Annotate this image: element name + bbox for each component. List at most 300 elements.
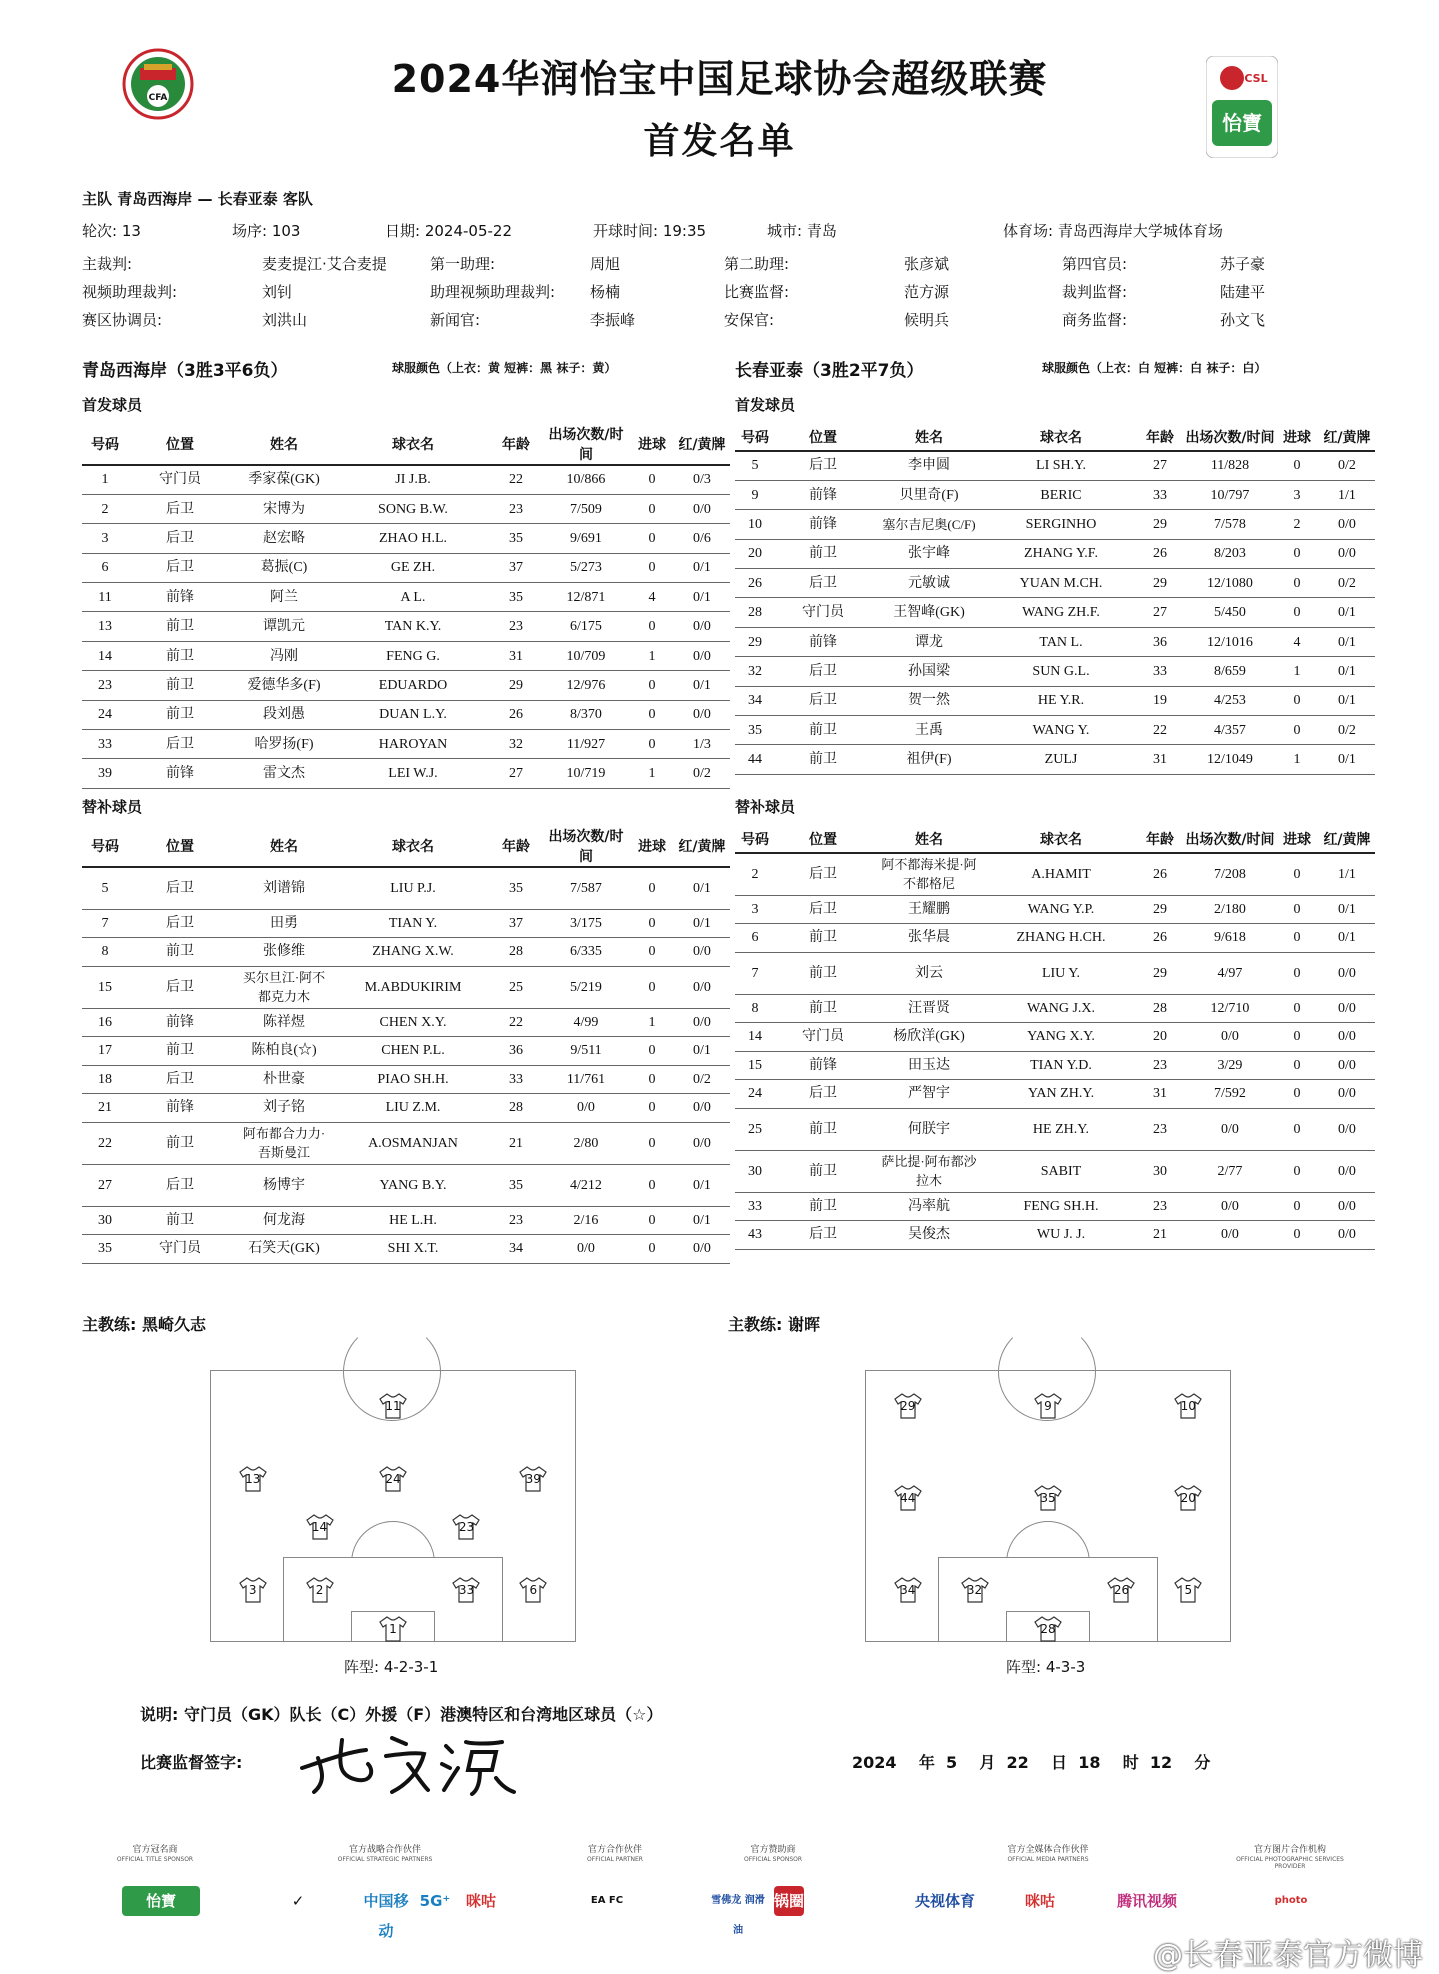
table-cell: 0/1 [674, 1037, 730, 1066]
table-cell: 22 [490, 465, 542, 494]
table-cell: 4 [1275, 627, 1319, 656]
away-team-title: 长春亚泰（3胜2平7负） [735, 361, 924, 381]
table-cell: 0/6 [674, 524, 730, 553]
away-coach: 主教练: 谢晖 [728, 1315, 820, 1334]
table-cell: 8 [735, 994, 775, 1023]
table-cell: 前锋 [128, 583, 232, 612]
table-cell: FENG G. [336, 641, 490, 670]
player-jersey-icon: 26 [1106, 1576, 1136, 1604]
table-cell: 谭凯元 [232, 612, 336, 641]
table-cell: 8/659 [1185, 657, 1275, 686]
table-cell: 0/1 [1319, 924, 1375, 953]
official-name: 张彦斌 [904, 255, 950, 273]
table-cell: 3/29 [1185, 1051, 1275, 1080]
table-cell: 9/618 [1185, 924, 1275, 953]
table-row [735, 657, 1375, 686]
table-cell: 5/450 [1185, 598, 1275, 627]
sponsor-logo: EA FC [590, 1895, 624, 1906]
table-cell: 冯刚 [232, 641, 336, 670]
table-cell: 14 [82, 641, 128, 670]
table-cell: 23 [1135, 1051, 1185, 1080]
table-row [735, 480, 1375, 509]
table-cell: 前卫 [775, 952, 871, 994]
table-cell: 0 [1275, 539, 1319, 568]
table-cell: 12/871 [542, 583, 630, 612]
table-row [82, 909, 730, 938]
player-jersey-icon: 9 [1033, 1392, 1063, 1420]
table-row [735, 686, 1375, 715]
official-name: 杨楠 [590, 283, 621, 301]
table-cell: 7 [82, 909, 128, 938]
table-cell: 0 [630, 1122, 674, 1164]
table-cell: LEI W.J. [336, 759, 490, 788]
table-cell: 28 [490, 938, 542, 967]
table-cell: 6 [735, 924, 775, 953]
table-cell: A.HAMIT [987, 853, 1135, 895]
table-cell: 买尔旦江·阿不都克力木 [232, 966, 336, 1008]
table-cell: 张修维 [232, 938, 336, 967]
table-cell: 10/866 [542, 465, 630, 494]
sponsor-logo: 5G⁺ [419, 1892, 451, 1910]
table-cell: 前卫 [128, 700, 232, 729]
table-cell: 0 [1275, 716, 1319, 745]
table-row [735, 716, 1375, 745]
table-cell: 0/0 [674, 1008, 730, 1037]
official-role: 第一助理: [430, 255, 496, 273]
table-cell: 0 [1275, 598, 1319, 627]
home-coach: 主教练: 黑崎久志 [82, 1315, 206, 1334]
signature-label: 比赛监督签字: [140, 1753, 243, 1772]
player-jersey-icon: 24 [378, 1465, 408, 1493]
sponsor-category: 官方冠名商 [132, 1845, 178, 1855]
table-cell: 前锋 [775, 510, 871, 539]
table-cell: 后卫 [128, 966, 232, 1008]
table-cell: 24 [735, 1080, 775, 1109]
table-cell: 11 [82, 583, 128, 612]
table-row [82, 641, 730, 670]
kickoff-time: 开球时间: 19:35 [593, 222, 707, 240]
table-cell: 刘云 [871, 952, 987, 994]
table-cell: FENG SH.H. [987, 1192, 1135, 1221]
table-cell: 0/0 [542, 1235, 630, 1264]
table-cell: 前卫 [128, 938, 232, 967]
table-cell: 0 [630, 1094, 674, 1123]
sponsor-logo: 雪佛龙 润滑油 [711, 1895, 765, 1936]
table-cell: WANG Y.P. [987, 895, 1135, 924]
table-cell: 0 [630, 524, 674, 553]
table-cell: 0/0 [1319, 952, 1375, 994]
table-cell: 0/1 [674, 1206, 730, 1235]
table-cell: 季家葆(GK) [232, 465, 336, 494]
table-cell: 25 [490, 966, 542, 1008]
column-header: 红/黄牌 [674, 424, 730, 465]
table-cell: 0/0 [1319, 539, 1375, 568]
column-header: 姓名 [871, 424, 987, 451]
table-cell: 27 [82, 1164, 128, 1206]
table-cell: 陈祥煜 [232, 1008, 336, 1037]
sponsor-category-en: OFFICIAL SPONSOR [743, 1856, 803, 1863]
official-name: 麦麦提江·艾合麦提 [262, 255, 387, 273]
table-cell: 陈柏良(☆) [232, 1037, 336, 1066]
table-cell: 贝里奇(F) [871, 480, 987, 509]
table-cell: 萨比提·阿布都沙拉木 [871, 1150, 987, 1192]
table-cell: 35 [490, 867, 542, 909]
table-cell: 0/3 [674, 465, 730, 494]
table-row [82, 1206, 730, 1235]
official-role: 第四官员: [1062, 255, 1128, 273]
table-cell: 田勇 [232, 909, 336, 938]
table-cell: 23 [1135, 1108, 1185, 1150]
table-cell: EDUARDO [336, 671, 490, 700]
table-cell: 10/719 [542, 759, 630, 788]
table-cell: 23 [490, 612, 542, 641]
sponsor-logo: 锅圈 [774, 1886, 804, 1916]
table-cell: 28 [490, 1094, 542, 1123]
round: 轮次: 13 [82, 222, 141, 240]
table-cell: 1 [1275, 657, 1319, 686]
table-cell: 0/0 [674, 938, 730, 967]
sponsor-category-en: OFFICIAL STRATEGIC PARTNERS [337, 1856, 433, 1863]
table-cell: 0/0 [1319, 1051, 1375, 1080]
table-cell: 2 [82, 494, 128, 523]
table-cell: 36 [490, 1037, 542, 1066]
table-cell: 汪晋贤 [871, 994, 987, 1023]
table-cell: 0/1 [674, 671, 730, 700]
table-cell: 0/2 [1319, 716, 1375, 745]
column-header: 姓名 [871, 826, 987, 853]
table-cell: 8 [82, 938, 128, 967]
signed-time: 2024 年 5 月 22 日 18 时 12 分 [852, 1753, 1211, 1772]
table-cell: 后卫 [775, 895, 871, 924]
home-starting-table [82, 424, 730, 789]
table-cell: 0/1 [1319, 745, 1375, 774]
table-cell: 0 [1275, 994, 1319, 1023]
table-cell: 0/0 [674, 641, 730, 670]
table-cell: LI SH.Y. [987, 451, 1135, 480]
official-name: 候明兵 [904, 311, 950, 329]
table-cell: 0 [1275, 451, 1319, 480]
table-cell: 31 [1135, 745, 1185, 774]
table-cell: 0/0 [1319, 994, 1375, 1023]
table-cell: 后卫 [775, 657, 871, 686]
table-cell: 0/1 [674, 1164, 730, 1206]
table-cell: 0 [1275, 1150, 1319, 1192]
sponsor-category-en: OFFICIAL PARTNER [587, 1856, 643, 1863]
table-cell: 宋博为 [232, 494, 336, 523]
player-jersey-icon: 1 [378, 1615, 408, 1643]
table-cell: 0 [630, 553, 674, 582]
home-team-title: 青岛西海岸（3胜3平6负） [82, 361, 288, 381]
table-cell: 朴世豪 [232, 1065, 336, 1094]
table-cell: WANG Y. [987, 716, 1135, 745]
table-cell: 14 [735, 1023, 775, 1052]
official-role: 裁判监督: [1062, 283, 1128, 301]
column-header: 位置 [128, 826, 232, 867]
table-cell: 前卫 [775, 924, 871, 953]
table-cell: M.ABDUKIRIM [336, 966, 490, 1008]
table-cell: 孙国梁 [871, 657, 987, 686]
table-cell: 0 [630, 1235, 674, 1264]
table-cell: 0/1 [674, 583, 730, 612]
column-header: 球衣名 [987, 424, 1135, 451]
column-header: 位置 [128, 424, 232, 465]
column-header: 红/黄牌 [674, 826, 730, 867]
column-header: 进球 [630, 826, 674, 867]
table-cell: 6 [82, 553, 128, 582]
home-subs-label: 替补球员 [82, 798, 143, 816]
table-cell: 29 [1135, 895, 1185, 924]
table-row [82, 553, 730, 582]
table-cell: 0/1 [1319, 895, 1375, 924]
table-cell: 李申圆 [871, 451, 987, 480]
column-header: 号码 [82, 424, 128, 465]
table-cell: 4/99 [542, 1008, 630, 1037]
table-row [82, 867, 730, 909]
table-cell: WANG ZH.F. [987, 598, 1135, 627]
table-cell: YANG X.Y. [987, 1023, 1135, 1052]
official-role: 第二助理: [724, 255, 790, 273]
table-cell: 前卫 [775, 1150, 871, 1192]
table-cell: 0/0 [674, 700, 730, 729]
table-cell: 王智峰(GK) [871, 598, 987, 627]
table-row [735, 1150, 1375, 1192]
table-cell: 0/0 [674, 1122, 730, 1164]
table-cell: 24 [82, 700, 128, 729]
player-jersey-icon: 39 [518, 1465, 548, 1493]
table-cell: 21 [82, 1094, 128, 1123]
table-cell: 2 [735, 853, 775, 895]
table-cell: 0/1 [1319, 657, 1375, 686]
sponsor-category: 官方全媒体合作伙伴 [1007, 1845, 1089, 1855]
table-cell: GE ZH. [336, 553, 490, 582]
column-header: 红/黄牌 [1319, 424, 1375, 451]
table-row [735, 451, 1375, 480]
table-cell: 22 [490, 1008, 542, 1037]
sponsor-category-en: OFFICIAL MEDIA PARTNERS [1007, 1856, 1089, 1863]
table-cell: 后卫 [128, 867, 232, 909]
table-cell: 13 [82, 612, 128, 641]
table-cell: 前锋 [775, 480, 871, 509]
signature [296, 1730, 516, 1800]
city: 城市: 青岛 [767, 222, 837, 240]
table-row [82, 1037, 730, 1066]
table-cell: 守门员 [775, 1023, 871, 1052]
table-cell: 7/592 [1185, 1080, 1275, 1109]
table-cell: 10/709 [542, 641, 630, 670]
player-jersey-icon: 44 [893, 1484, 923, 1512]
table-cell: A.OSMANJAN [336, 1122, 490, 1164]
table-cell: 前锋 [128, 1008, 232, 1037]
table-row [82, 1235, 730, 1264]
table-row [82, 494, 730, 523]
table-cell: 0 [1275, 1108, 1319, 1150]
table-cell: 0/0 [1185, 1221, 1275, 1250]
table-cell: 前卫 [128, 1122, 232, 1164]
player-jersey-icon: 14 [305, 1513, 335, 1541]
table-cell: 1 [630, 1008, 674, 1037]
table-cell: 刘谱锦 [232, 867, 336, 909]
table-cell: LIU Y. [987, 952, 1135, 994]
table-cell: 0 [630, 730, 674, 759]
table-cell: 0 [1275, 686, 1319, 715]
table-cell: 冯率航 [871, 1192, 987, 1221]
table-cell: 0/0 [1185, 1192, 1275, 1221]
table-cell: 0 [630, 938, 674, 967]
column-header: 姓名 [232, 826, 336, 867]
table-cell: 前卫 [775, 745, 871, 774]
player-jersey-icon: 5 [1173, 1576, 1203, 1604]
table-cell: 0 [1275, 1051, 1319, 1080]
away-formation: 阵型: 4-3-3 [1006, 1658, 1086, 1676]
table-cell: SHI X.T. [336, 1235, 490, 1264]
table-row [735, 1051, 1375, 1080]
table-cell: 0 [630, 700, 674, 729]
table-row [735, 1221, 1375, 1250]
table-cell: 12/710 [1185, 994, 1275, 1023]
table-row [735, 598, 1375, 627]
official-role: 商务监督: [1062, 311, 1128, 329]
table-cell: 严智宇 [871, 1080, 987, 1109]
table-cell: 0 [630, 909, 674, 938]
table-cell: 20 [735, 539, 775, 568]
table-cell: 贺一然 [871, 686, 987, 715]
table-row [735, 895, 1375, 924]
table-row [735, 745, 1375, 774]
official-role: 主裁判: [82, 255, 133, 273]
table-row [735, 627, 1375, 656]
column-header: 年龄 [490, 424, 542, 465]
table-cell: 前卫 [128, 641, 232, 670]
table-cell: 29 [1135, 952, 1185, 994]
teams-line: 主队 青岛西海岸 — 长春亚泰 客队 [82, 190, 313, 208]
table-row [82, 938, 730, 967]
table-cell: 9/511 [542, 1037, 630, 1066]
table-cell: 守门员 [128, 465, 232, 494]
table-cell: 0/0 [674, 966, 730, 1008]
table-cell: YAN ZH.Y. [987, 1080, 1135, 1109]
table-cell: 29 [490, 671, 542, 700]
table-cell: YANG B.Y. [336, 1164, 490, 1206]
page-title: 2024华润怡宝中国足球协会超级联赛 [391, 57, 1048, 101]
table-cell: 21 [1135, 1221, 1185, 1250]
table-cell: 4/97 [1185, 952, 1275, 994]
table-row [735, 569, 1375, 598]
sponsor-logo: 咪咕 [465, 1892, 496, 1910]
table-cell: 后卫 [775, 451, 871, 480]
official-role: 视频助理裁判: [82, 283, 178, 301]
column-header: 出场次数/时间 [542, 424, 630, 465]
table-cell: 前卫 [775, 994, 871, 1023]
official-role: 助理视频助理裁判: [430, 283, 556, 301]
table-cell: 35 [735, 716, 775, 745]
table-cell: 35 [82, 1235, 128, 1264]
table-cell: 0 [1275, 1080, 1319, 1109]
table-cell: 0 [1275, 569, 1319, 598]
table-cell: 塞尔吉尼奥(C/F) [871, 510, 987, 539]
table-cell: 7/509 [542, 494, 630, 523]
column-header: 球衣名 [336, 424, 490, 465]
away-subs-table [735, 826, 1375, 1250]
table-cell: 守门员 [775, 598, 871, 627]
table-cell: 33 [1135, 480, 1185, 509]
table-cell: 0/2 [674, 1065, 730, 1094]
player-jersey-icon: 34 [893, 1576, 923, 1604]
column-header: 号码 [735, 826, 775, 853]
table-cell: 赵宏略 [232, 524, 336, 553]
table-cell: 37 [490, 909, 542, 938]
player-jersey-icon: 13 [238, 1465, 268, 1493]
away-formation-pitch [865, 1370, 1231, 1642]
column-header: 姓名 [232, 424, 336, 465]
table-cell: YUAN M.CH. [987, 569, 1135, 598]
table-cell: 0 [630, 612, 674, 641]
table-cell: 前锋 [775, 1051, 871, 1080]
table-cell: DUAN L.Y. [336, 700, 490, 729]
column-header: 进球 [1275, 424, 1319, 451]
table-cell: 30 [1135, 1150, 1185, 1192]
table-cell: 2/180 [1185, 895, 1275, 924]
player-jersey-icon: 6 [518, 1576, 548, 1604]
table-row [735, 510, 1375, 539]
table-cell: 0 [1275, 924, 1319, 953]
table-cell: 15 [82, 966, 128, 1008]
column-header: 位置 [775, 424, 871, 451]
table-cell: 0/2 [1319, 569, 1375, 598]
table-row [82, 671, 730, 700]
table-row [735, 924, 1375, 953]
official-name: 孙文飞 [1220, 311, 1266, 329]
table-cell: 后卫 [775, 1221, 871, 1250]
table-cell: HE Y.R. [987, 686, 1135, 715]
table-cell: 36 [1135, 627, 1185, 656]
column-header: 号码 [735, 424, 775, 451]
table-cell: CHEN P.L. [336, 1037, 490, 1066]
table-cell: ZHAO H.L. [336, 524, 490, 553]
home-kit: 球服颜色（上衣：黄 短裤：黑 袜子：黄） [392, 361, 617, 375]
table-row [82, 1065, 730, 1094]
table-cell: 6/335 [542, 938, 630, 967]
away-subs-label: 替补球员 [735, 798, 796, 816]
table-row [735, 994, 1375, 1023]
table-cell: 0/0 [674, 1094, 730, 1123]
table-cell: 0/1 [674, 553, 730, 582]
player-jersey-icon: 20 [1173, 1484, 1203, 1512]
column-header: 年龄 [1135, 424, 1185, 451]
table-cell: 30 [735, 1150, 775, 1192]
player-jersey-icon: 10 [1173, 1392, 1203, 1420]
table-cell: 守门员 [128, 1235, 232, 1264]
table-row [82, 465, 730, 494]
table-cell: 9/691 [542, 524, 630, 553]
table-cell: 前锋 [128, 1094, 232, 1123]
table-cell: 0/0 [1319, 1192, 1375, 1221]
table-cell: 爱德华多(F) [232, 671, 336, 700]
table-cell: 33 [1135, 657, 1185, 686]
table-row [82, 1122, 730, 1164]
table-cell: 0 [630, 465, 674, 494]
table-cell: 张宇峰 [871, 539, 987, 568]
table-cell: 2/77 [1185, 1150, 1275, 1192]
sponsor-category: 官方合作伙伴 [587, 1845, 642, 1855]
table-cell: 8/370 [542, 700, 630, 729]
official-role: 比赛监督: [724, 283, 790, 301]
table-cell: 32 [490, 730, 542, 759]
table-row [735, 1023, 1375, 1052]
table-cell: 哈罗扬(F) [232, 730, 336, 759]
table-cell: 27 [490, 759, 542, 788]
table-cell: 9 [735, 480, 775, 509]
table-cell: 前卫 [775, 1108, 871, 1150]
